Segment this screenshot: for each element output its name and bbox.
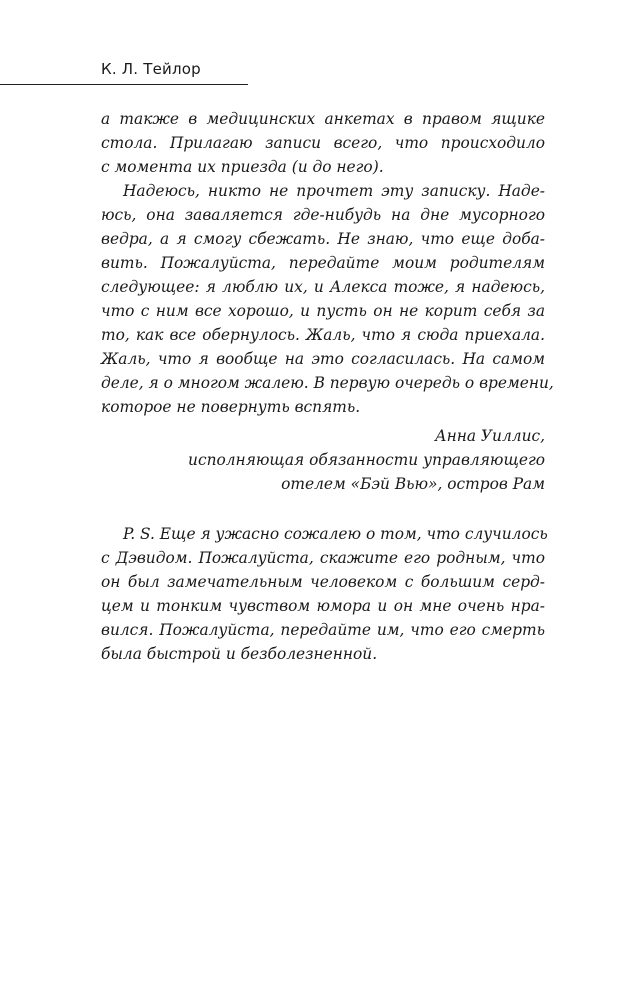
signature-role: исполняющая обязанности управляющего [188,451,545,469]
header-author: К. Л. Тейлор [101,60,201,78]
text-line: а также в медицинских анкетах в правом ящике [101,110,545,128]
signature-place: отелем «Бэй Вью», остров Рам [281,475,545,493]
text-line: юсь, она заваляется где-нибудь на дне мусорного [101,206,545,224]
text-line: с момента их приезда (и до него). [101,158,384,176]
ps-line: P. S. Еще я ужасно сожалею о том, что случилось [123,525,548,543]
ps-line: он был замечательным человеком с большим серд- [101,573,545,591]
text-line: стола. Прилагаю записи всего, что происходило [101,134,545,152]
text-line: Надеюсь, никто не прочтет эту записку. Наде- [123,182,545,200]
ps-line: цем и тонким чувством юмора и он мне очень нра- [101,597,545,615]
postscript [101,522,548,666]
running-header [0,58,248,85]
signature-name: Анна Уиллис, [434,427,545,445]
ps-line: была быстрой и безболезненной. [101,645,378,663]
text-line: следующее: я люблю их, и Алекса тоже, я надеюсь, [101,278,545,296]
text-line: Жаль, что я вообще на это согласилась. На самом [101,350,545,368]
letter-body [101,107,554,419]
text-line: деле, я о многом жалею. В первую очередь о времени, [101,374,554,392]
ps-line: вился. Пожалуйста, передайте им, что его смерть [101,621,545,639]
text-line: то, как все обернулось. Жаль, что я сюда приехала. [101,326,545,344]
signature-block [101,424,545,496]
text-line: вить. Пожалуйста, передайте моим родителям [101,254,545,272]
text-line: которое не повернуть вспять. [101,398,361,416]
text-line: ведра, а я смогу сбежать. Не знаю, что еще доба- [101,230,545,248]
text-line: что с ним все хорошо, и пусть он не корит себя за [101,302,545,320]
ps-line: с Дэвидом. Пожалуйста, скажите его родным, что [101,549,545,567]
